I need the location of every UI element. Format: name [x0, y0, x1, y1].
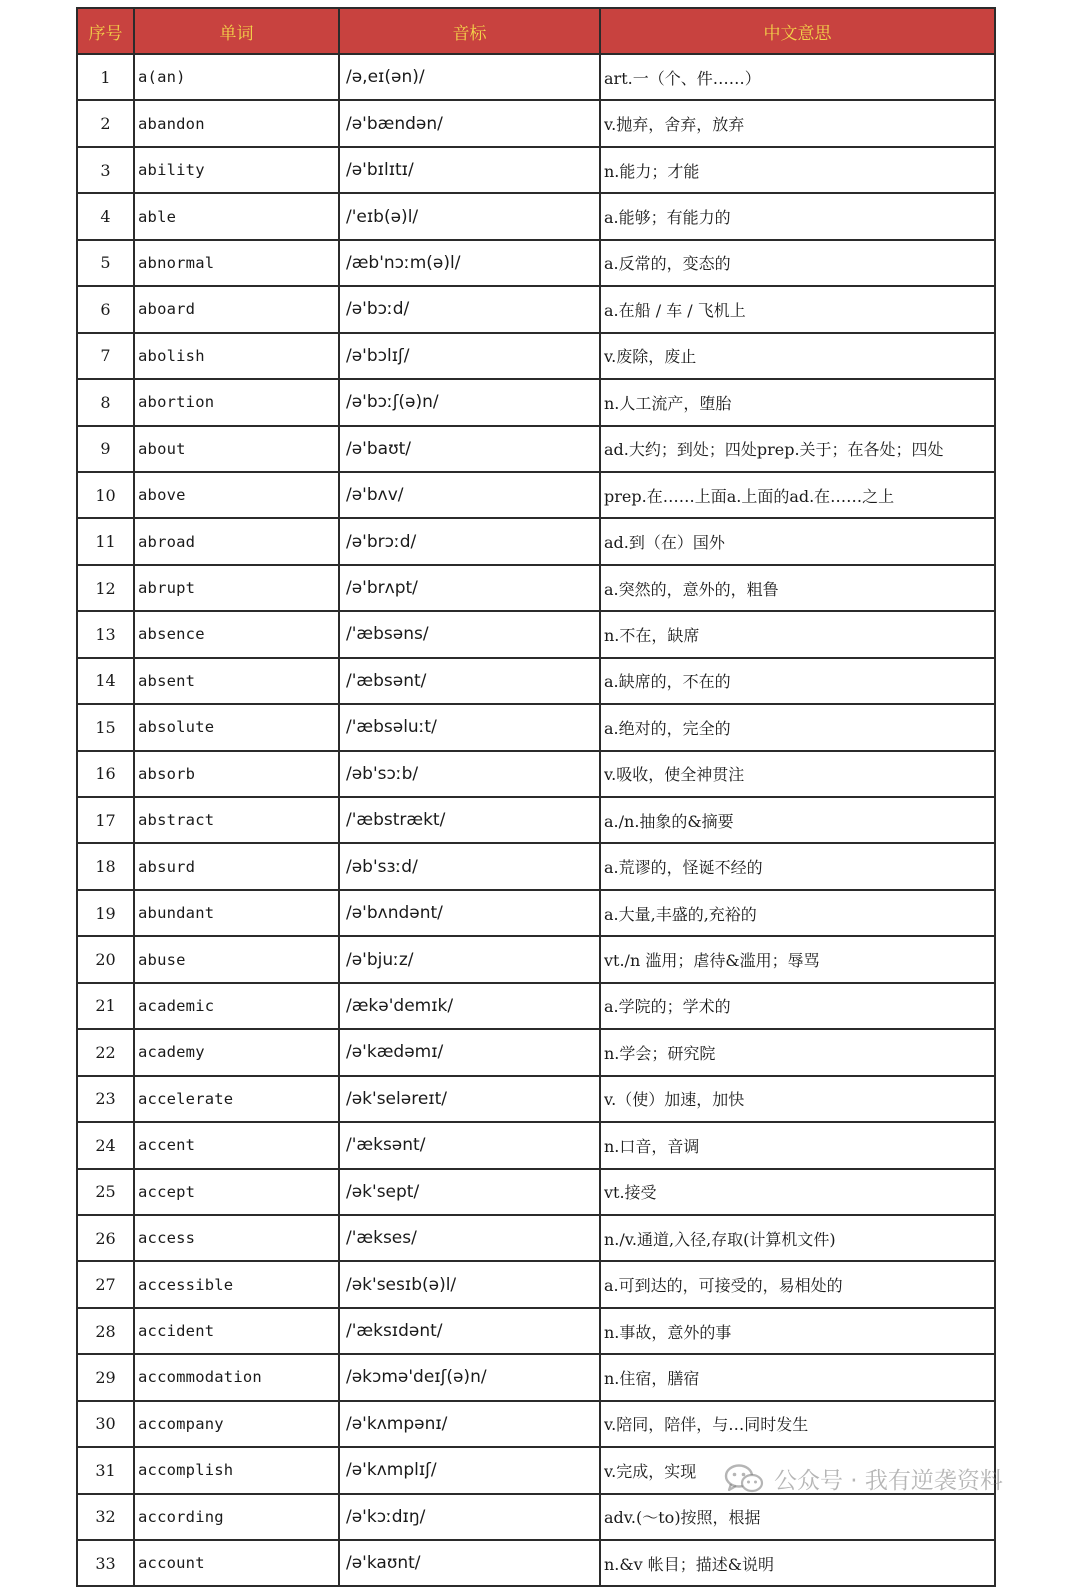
table-row — [77, 704, 995, 750]
table-row — [77, 1494, 995, 1540]
row-number: 7 — [77, 333, 134, 379]
row-phonetic: /ə'kʌmpənɪ/ — [339, 1401, 600, 1447]
row-phonetic: /ə'kɔːdɪŋ/ — [339, 1494, 600, 1540]
row-meaning: vt./n 滥用；虐待&滥用；辱骂 — [600, 936, 995, 982]
row-meaning: n.不在，缺席 — [600, 611, 995, 657]
table-row — [77, 1076, 995, 1122]
table-row — [77, 100, 995, 146]
row-number: 27 — [77, 1261, 134, 1307]
table-row — [77, 1308, 995, 1354]
row-meaning: adv.(～to)按照，根据 — [600, 1494, 995, 1540]
row-meaning: n.口音，音调 — [600, 1122, 995, 1168]
table-row — [77, 1540, 995, 1586]
header-number: 序号 — [77, 8, 134, 54]
vocabulary-table — [76, 7, 996, 1587]
row-phonetic: /ə'brɔːd/ — [339, 518, 600, 564]
row-meaning: vt.接受 — [600, 1169, 995, 1215]
table-row — [77, 518, 995, 564]
row-word: absolute — [134, 704, 339, 750]
table-row — [77, 1169, 995, 1215]
table-row — [77, 286, 995, 332]
row-word: abstract — [134, 797, 339, 843]
row-word: abundant — [134, 890, 339, 936]
table-row — [77, 565, 995, 611]
row-number: 1 — [77, 54, 134, 100]
row-word: about — [134, 426, 339, 472]
row-word: accent — [134, 1122, 339, 1168]
row-word: ability — [134, 147, 339, 193]
row-meaning: a.可到达的，可接受的，易相处的 — [600, 1261, 995, 1307]
row-meaning: v.抛弃，舍弃，放弃 — [600, 100, 995, 146]
table-row — [77, 193, 995, 239]
row-word: accomplish — [134, 1447, 339, 1493]
row-word: according — [134, 1494, 339, 1540]
row-phonetic: /ək'seləreɪt/ — [339, 1076, 600, 1122]
row-number: 21 — [77, 983, 134, 1029]
table-row — [77, 472, 995, 518]
row-word: abortion — [134, 379, 339, 425]
table-row — [77, 147, 995, 193]
row-meaning: v.吸收，使全神贯注 — [600, 751, 995, 797]
row-word: absent — [134, 658, 339, 704]
row-word: access — [134, 1215, 339, 1261]
table-row — [77, 843, 995, 889]
table-row — [77, 1354, 995, 1400]
row-number: 28 — [77, 1308, 134, 1354]
row-meaning: a.缺席的，不在的 — [600, 658, 995, 704]
row-number: 13 — [77, 611, 134, 657]
table-row — [77, 426, 995, 472]
row-number: 31 — [77, 1447, 134, 1493]
row-phonetic: /ə'kaʊnt/ — [339, 1540, 600, 1586]
table-body — [77, 54, 995, 1586]
row-meaning: a.大量,丰盛的,充裕的 — [600, 890, 995, 936]
row-number: 30 — [77, 1401, 134, 1447]
row-word: academic — [134, 983, 339, 1029]
table-row — [77, 54, 995, 100]
header-row — [77, 8, 995, 54]
header-word: 单词 — [134, 8, 339, 54]
row-meaning: a.学院的；学术的 — [600, 983, 995, 1029]
row-word: accessible — [134, 1261, 339, 1307]
row-number: 25 — [77, 1169, 134, 1215]
header-meaning: 中文意思 — [600, 8, 995, 54]
row-number: 22 — [77, 1029, 134, 1075]
table-row — [77, 379, 995, 425]
row-number: 33 — [77, 1540, 134, 1586]
row-phonetic: /ækə'demɪk/ — [339, 983, 600, 1029]
row-meaning: n.人工流产，堕胎 — [600, 379, 995, 425]
row-word: absence — [134, 611, 339, 657]
row-meaning: a./n.抽象的&摘要 — [600, 797, 995, 843]
table-row — [77, 1215, 995, 1261]
row-number: 2 — [77, 100, 134, 146]
row-word: abandon — [134, 100, 339, 146]
row-meaning: n.事故，意外的事 — [600, 1308, 995, 1354]
table-row — [77, 658, 995, 704]
row-number: 14 — [77, 658, 134, 704]
row-number: 5 — [77, 240, 134, 286]
row-phonetic: /ə'baʊt/ — [339, 426, 600, 472]
row-phonetic: /ə'bɪlɪtɪ/ — [339, 147, 600, 193]
row-number: 6 — [77, 286, 134, 332]
header-phonetic: 音标 — [339, 8, 600, 54]
row-phonetic: /ə'bɔlɪʃ/ — [339, 333, 600, 379]
table-row — [77, 1261, 995, 1307]
row-number: 3 — [77, 147, 134, 193]
row-word: account — [134, 1540, 339, 1586]
row-meaning: prep.在……上面a.上面的ad.在……之上 — [600, 472, 995, 518]
table-row — [77, 1401, 995, 1447]
row-meaning: a.绝对的，完全的 — [600, 704, 995, 750]
row-phonetic: /ə'bʌndənt/ — [339, 890, 600, 936]
row-word: abroad — [134, 518, 339, 564]
row-number: 19 — [77, 890, 134, 936]
row-number: 9 — [77, 426, 134, 472]
row-number: 16 — [77, 751, 134, 797]
row-word: above — [134, 472, 339, 518]
table-row — [77, 1029, 995, 1075]
row-number: 12 — [77, 565, 134, 611]
row-number: 32 — [77, 1494, 134, 1540]
row-meaning: art.一（个、件……） — [600, 54, 995, 100]
row-word: academy — [134, 1029, 339, 1075]
row-meaning: ad.大约；到处；四处prep.关于；在各处；四处 — [600, 426, 995, 472]
row-number: 8 — [77, 379, 134, 425]
row-meaning: v.完成，实现 — [600, 1447, 995, 1493]
row-number: 10 — [77, 472, 134, 518]
row-phonetic: /ə'bɔːʃ(ə)n/ — [339, 379, 600, 425]
row-number: 18 — [77, 843, 134, 889]
row-meaning: n.住宿，膳宿 — [600, 1354, 995, 1400]
row-meaning: n./v.通道,入径,存取(计算机文件) — [600, 1215, 995, 1261]
row-phonetic: /'æbsəns/ — [339, 611, 600, 657]
row-word: absurd — [134, 843, 339, 889]
row-word: accident — [134, 1308, 339, 1354]
row-meaning: v.废除，废止 — [600, 333, 995, 379]
row-meaning: n.学会；研究院 — [600, 1029, 995, 1075]
table-row — [77, 890, 995, 936]
row-phonetic: /'ækses/ — [339, 1215, 600, 1261]
row-phonetic: /ək'sesɪb(ə)l/ — [339, 1261, 600, 1307]
row-meaning: v.（使）加速，加快 — [600, 1076, 995, 1122]
table-row — [77, 797, 995, 843]
row-phonetic: /ə'kʌmplɪʃ/ — [339, 1447, 600, 1493]
row-number: 11 — [77, 518, 134, 564]
row-phonetic: /'æksənt/ — [339, 1122, 600, 1168]
row-phonetic: /'æbsəluːt/ — [339, 704, 600, 750]
row-meaning: a.能够；有能力的 — [600, 193, 995, 239]
row-number: 24 — [77, 1122, 134, 1168]
table-row — [77, 1447, 995, 1493]
row-number: 17 — [77, 797, 134, 843]
row-meaning: a.荒谬的，怪诞不经的 — [600, 843, 995, 889]
row-word: a(an) — [134, 54, 339, 100]
row-word: abrupt — [134, 565, 339, 611]
row-phonetic: /ə'bjuːz/ — [339, 936, 600, 982]
row-word: able — [134, 193, 339, 239]
row-meaning: n.能力；才能 — [600, 147, 995, 193]
row-phonetic: /ə'kædəmɪ/ — [339, 1029, 600, 1075]
row-phonetic: /ə'bʌv/ — [339, 472, 600, 518]
row-word: abuse — [134, 936, 339, 982]
row-word: abnormal — [134, 240, 339, 286]
row-meaning: v.陪同，陪伴，与…同时发生 — [600, 1401, 995, 1447]
row-phonetic: /əb'sɔːb/ — [339, 751, 600, 797]
row-phonetic: /əkɔmə'deɪʃ(ə)n/ — [339, 1354, 600, 1400]
table-row — [77, 240, 995, 286]
row-phonetic: /'eɪb(ə)l/ — [339, 193, 600, 239]
row-meaning: a.突然的，意外的，粗鲁 — [600, 565, 995, 611]
row-meaning: a.在船 / 车 / 飞机上 — [600, 286, 995, 332]
row-number: 4 — [77, 193, 134, 239]
row-word: aboard — [134, 286, 339, 332]
row-number: 15 — [77, 704, 134, 750]
row-phonetic: /'æbsənt/ — [339, 658, 600, 704]
row-phonetic: /ə'bɔːd/ — [339, 286, 600, 332]
row-phonetic: /əb'sɜːd/ — [339, 843, 600, 889]
row-meaning: a.反常的，变态的 — [600, 240, 995, 286]
row-phonetic: /æb'nɔːm(ə)l/ — [339, 240, 600, 286]
row-word: accompany — [134, 1401, 339, 1447]
row-number: 23 — [77, 1076, 134, 1122]
row-word: accommodation — [134, 1354, 339, 1400]
table-row — [77, 611, 995, 657]
row-number: 26 — [77, 1215, 134, 1261]
table-row — [77, 751, 995, 797]
table-row — [77, 1122, 995, 1168]
row-number: 29 — [77, 1354, 134, 1400]
row-word: abolish — [134, 333, 339, 379]
row-meaning: ad.到（在）国外 — [600, 518, 995, 564]
table-row — [77, 936, 995, 982]
row-number: 20 — [77, 936, 134, 982]
row-word: accept — [134, 1169, 339, 1215]
table-row — [77, 983, 995, 1029]
row-phonetic: /'æksɪdənt/ — [339, 1308, 600, 1354]
row-phonetic: /'æbstrækt/ — [339, 797, 600, 843]
row-phonetic: /ə'bændən/ — [339, 100, 600, 146]
row-word: absorb — [134, 751, 339, 797]
row-meaning: n.&v 帐目；描述&说明 — [600, 1540, 995, 1586]
row-phonetic: /ə,eɪ(ən)/ — [339, 54, 600, 100]
row-word: accelerate — [134, 1076, 339, 1122]
row-phonetic: /ək'sept/ — [339, 1169, 600, 1215]
row-phonetic: /ə'brʌpt/ — [339, 565, 600, 611]
table-row — [77, 333, 995, 379]
watermark-text: 公众号 · 我有逆袭资料 — [774, 1468, 1003, 1494]
